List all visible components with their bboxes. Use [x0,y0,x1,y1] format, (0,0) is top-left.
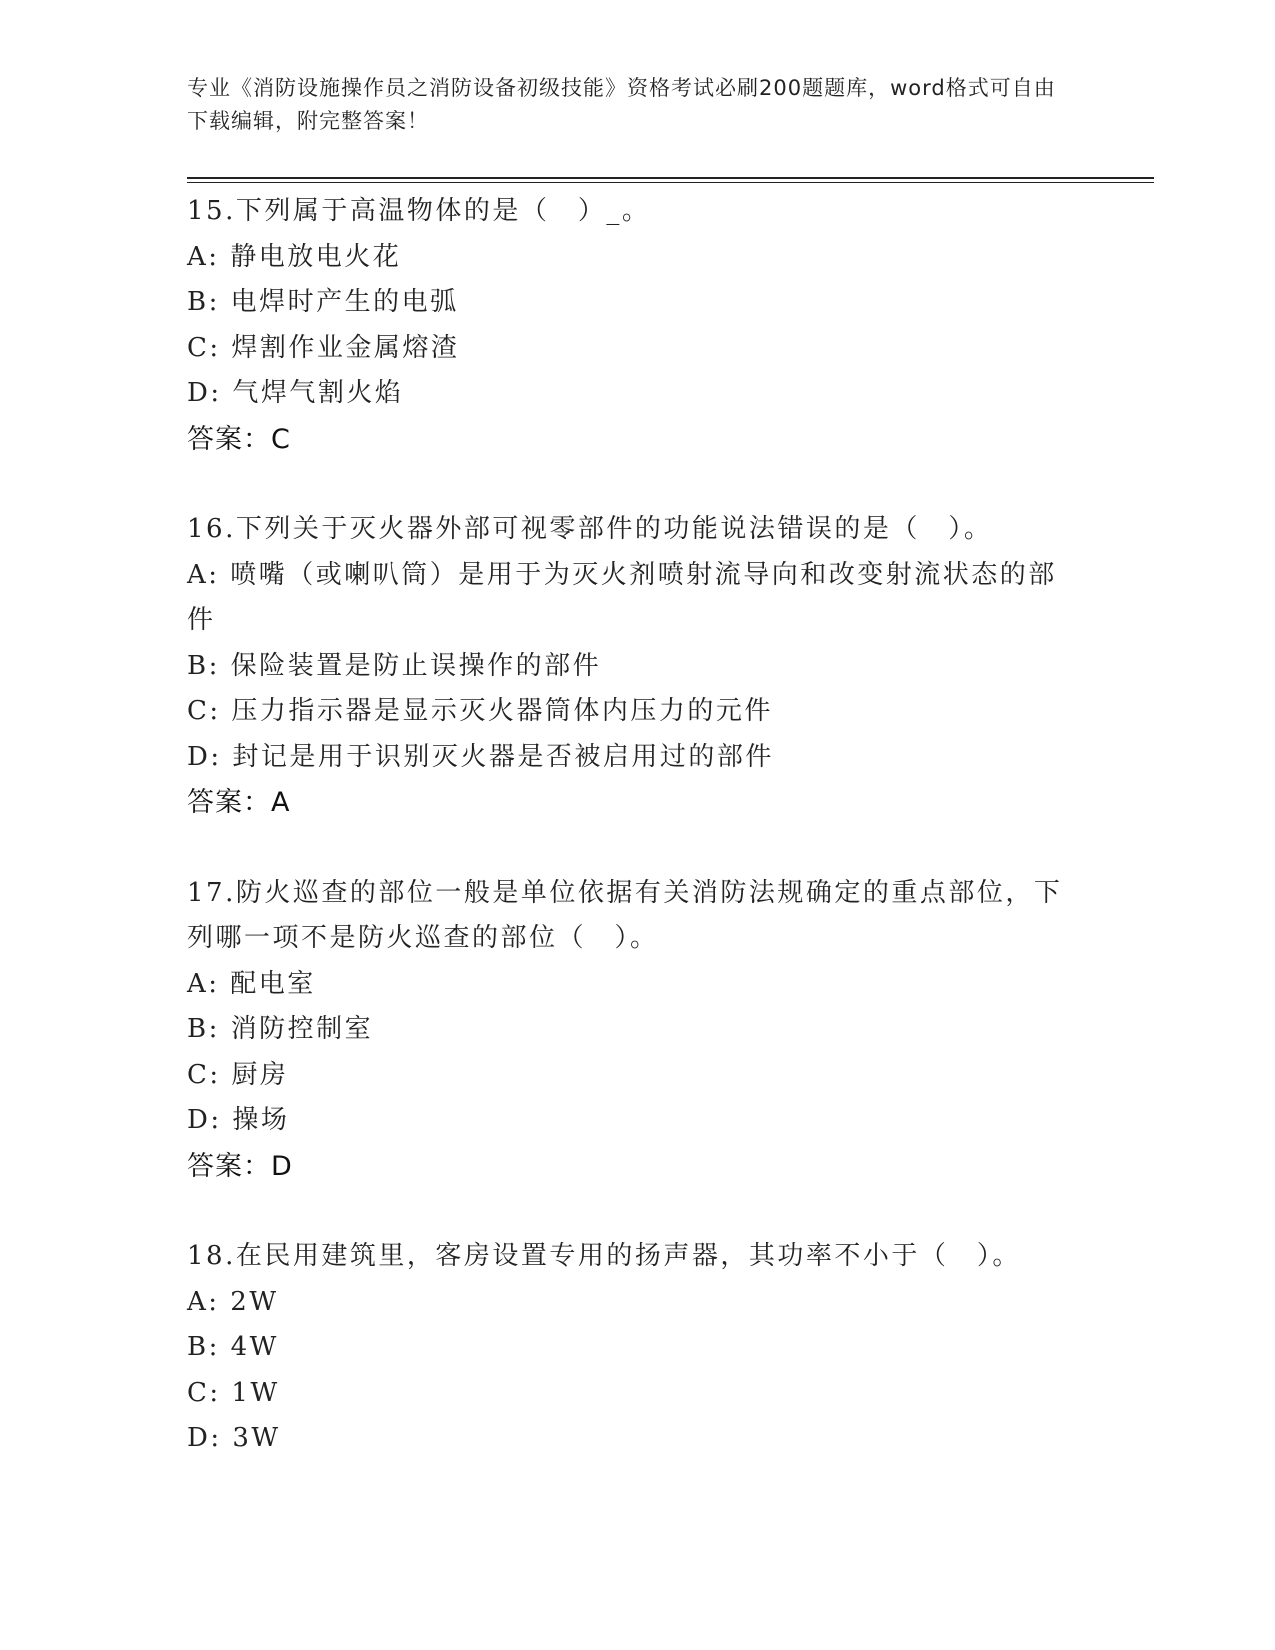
option-b: B: 4W [187,1332,279,1362]
option-c: C: 1W [187,1377,280,1408]
question-list [187,189,1087,1507]
option-d: D: 操场 [187,1105,290,1135]
option-c: C: 压力指示器是显示灭火器筒体内压力的元件 [187,696,773,726]
question-18 [187,1234,1087,1462]
question-16 [187,507,1087,826]
option-b: B: 电焊时产生的电弧 [187,287,459,317]
question-stem: 15.下列属于高温物体的是（ ）_。 [187,196,651,226]
header-divider-thick [187,177,1154,179]
question-17 [187,871,1087,1190]
header-divider-thin [187,182,1154,183]
option-b: B: 保险装置是防止误操作的部件 [187,650,602,681]
question-stem: 17.防火巡查的部位一般是单位依据有关消防法规确定的重点部位，下列哪一项不是防火巡查的部位（ ）。 [187,877,1063,953]
question-stem: 16.下列关于灭火器外部可视零部件的功能说法错误的是（ ）。 [187,514,993,544]
option-a: A: 配电室 [187,968,316,999]
answer-text: 答案：C [187,423,291,455]
option-c: C: 焊割作业金属熔渣 [187,332,460,363]
option-d: D: 气焊气割火焰 [187,378,404,408]
option-a: A: 2W [187,1286,279,1317]
option-a: A: 静电放电火花 [187,241,402,272]
option-c: C: 厨房 [187,1059,289,1090]
document-header: 专业《消防设施操作员之消防设备初级技能》资格考试必刷200题题库，word格式可自由下载编辑，附完整答案！ [187,76,1056,133]
option-b: B: 消防控制室 [187,1014,374,1044]
option-a: A: 喷嘴（或喇叭筒）是用于为灭火剂喷射流导向和改变射流状态的部件 [187,559,1057,635]
question-15 [187,189,1087,462]
answer-text: 答案：D [187,1150,293,1182]
option-d: D: 3W [187,1423,281,1453]
question-stem: 18.在民用建筑里，客房设置专用的扬声器，其功率不小于（ ）。 [187,1241,1021,1271]
answer-text: 答案：A [187,787,291,818]
option-d: D: 封记是用于识别灭火器是否被启用过的部件 [187,741,774,772]
